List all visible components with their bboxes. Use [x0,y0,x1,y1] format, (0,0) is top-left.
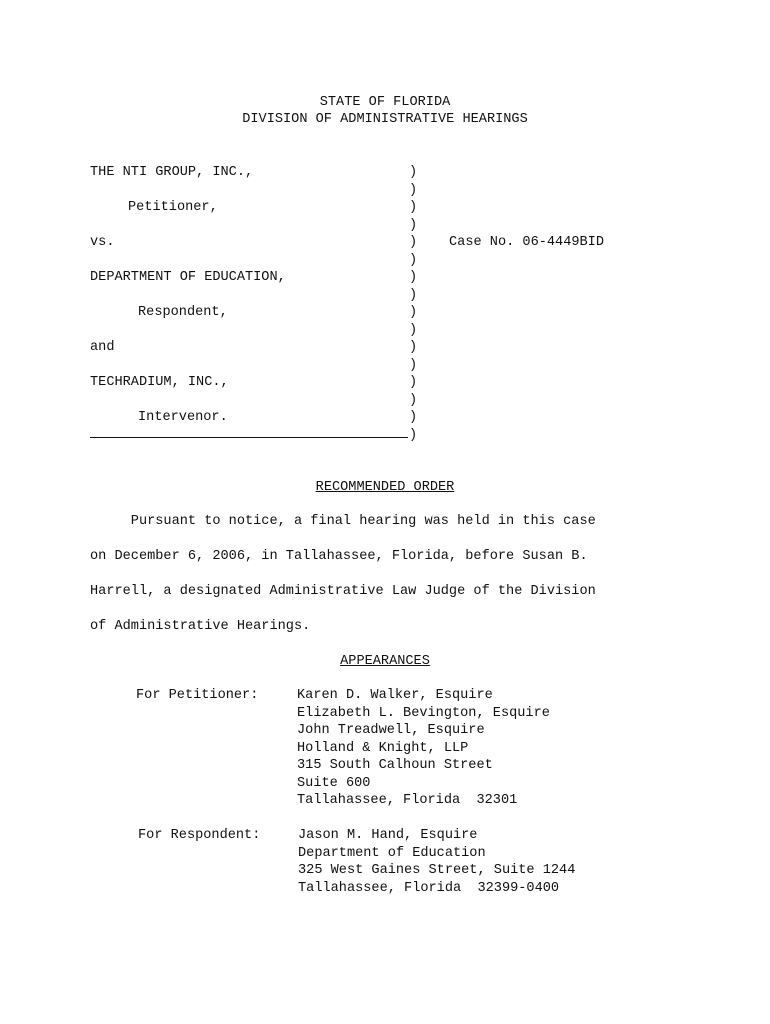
petitioner-counsel-label: For Petitioner: [136,688,259,703]
petitioner-role: Petitioner, [128,200,218,215]
respondent-counsel-label: For Respondent: [138,828,261,843]
caption-underline [90,437,408,438]
respondent-counsel-line-3: 325 West Gaines Street, Suite 1244 [298,863,576,878]
order-para-line-2: on December 6, 2006, in Tallahassee, Florida, before Susan B. [90,549,588,564]
petitioner-counsel-line-7: Tallahassee, Florida 32301 [297,793,518,808]
order-para-line-4: of Administrative Hearings. [90,619,311,634]
and-label: and [90,340,115,355]
order-para-line-1: Pursuant to notice, a final hearing was held in this case [90,514,596,529]
petitioner-name: THE NTI GROUP, INC., [90,165,254,180]
petitioner-counsel-line-6: Suite 600 [297,776,371,791]
order-title: RECOMMENDED ORDER [315,480,455,495]
state-heading: STATE OF FLORIDA [319,95,451,110]
respondent-name: DEPARTMENT OF EDUCATION, [90,270,286,285]
order-para-line-3: Harrell, a designated Administrative Law Judge of the Division [90,584,596,599]
intervenor-role: Intervenor. [138,410,228,425]
respondent-counsel-line-1: Jason M. Hand, Esquire [298,828,478,843]
case-number: Case No. 06-4449BID [449,235,604,250]
caption-paren-column: ) ) ) ) ) ) ) ) ) ) ) ) ) ) ) ) [409,165,418,443]
division-heading: DIVISION OF ADMINISTRATIVE HEARINGS [242,112,528,127]
petitioner-counsel-line-3: John Treadwell, Esquire [297,723,485,738]
petitioner-counsel-line-5: 315 South Calhoun Street [297,758,493,773]
petitioner-counsel-line-2: Elizabeth L. Bevington, Esquire [297,706,550,721]
appearances-title: APPEARANCES [340,654,430,669]
petitioner-counsel-line-4: Holland & Knight, LLP [297,741,469,756]
respondent-counsel-line-4: Tallahassee, Florida 32399-0400 [298,881,560,896]
respondent-role: Respondent, [138,305,228,320]
vs-label: vs. [90,235,115,250]
intervenor-name: TECHRADIUM, INC., [90,375,229,390]
petitioner-counsel-line-1: Karen D. Walker, Esquire [297,688,493,703]
respondent-counsel-line-2: Department of Education [298,846,486,861]
